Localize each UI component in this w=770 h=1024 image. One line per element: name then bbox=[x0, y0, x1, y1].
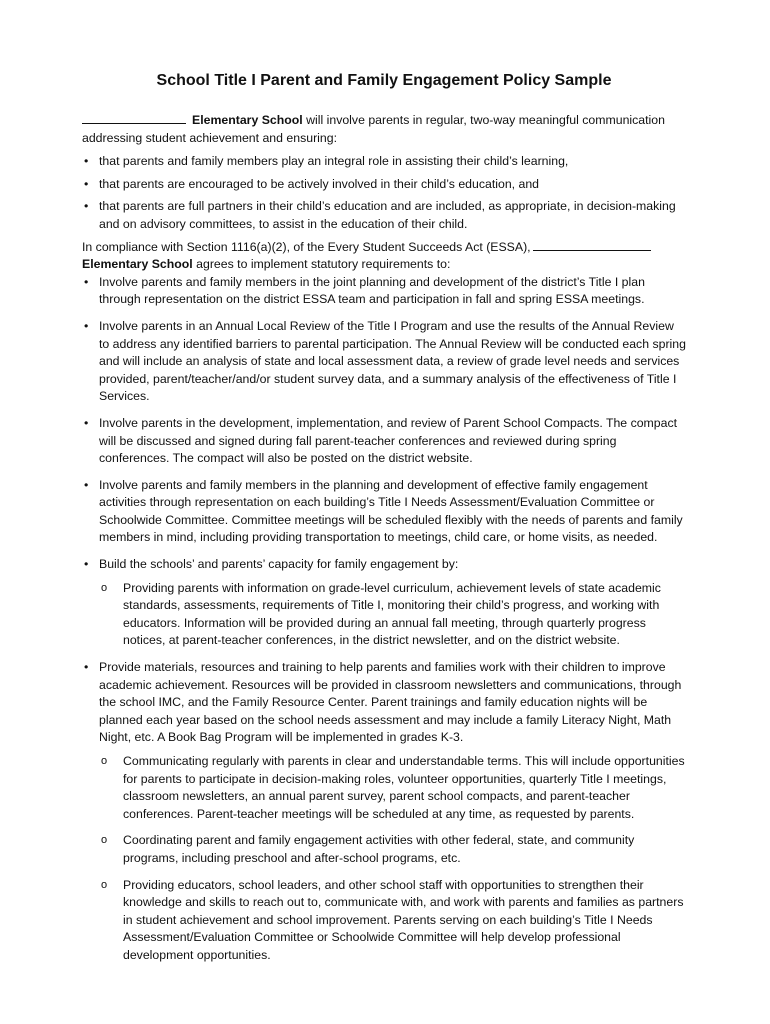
bullet-icon: • bbox=[84, 415, 89, 430]
sub-list-item bbox=[99, 580, 686, 650]
materials-sub-list bbox=[99, 753, 686, 965]
list-item bbox=[82, 176, 686, 194]
bullet-icon: • bbox=[84, 199, 89, 214]
sub-bullet-icon: o bbox=[101, 581, 108, 594]
school-name-blank[interactable] bbox=[82, 113, 186, 124]
sub-bullet-icon: o bbox=[101, 755, 108, 767]
list-item bbox=[82, 415, 686, 468]
compliance-paragraph bbox=[82, 239, 686, 274]
intro-school-name: Elementary School bbox=[192, 113, 303, 127]
list-item-text: that parents and family members play an integral role in assisting their child’s learning, bbox=[99, 154, 569, 169]
intro-text: will involve parents in regular, two-way meaningful communication addressing student achievement and ensuring: bbox=[82, 113, 665, 145]
compliance-school-name: Elementary School bbox=[82, 257, 193, 272]
compliance-text-after: agrees to implement statutory requirements to: bbox=[192, 257, 451, 272]
sub-bullet-icon: o bbox=[101, 834, 108, 847]
bullet-icon: • bbox=[84, 557, 89, 572]
list-item-text: Involve parents in an Annual Local Review of the Title I Program and use the results of the Annual Review to address any identified barriers to parental participation. The Annual Review will be conducted each spring and will include an analysis of state and local assessment data, a review of grade level needs and services provided, parent/teacher/and/or student survey data, and a summary analysis of the effectiveness of Title I Services. bbox=[99, 318, 686, 404]
list-item bbox=[82, 318, 686, 406]
sub-list-item-text: Coordinating parent and family engagement activities with other federal, state, and community programs, including preschool and after-school programs, etc. bbox=[123, 833, 635, 865]
list-item bbox=[82, 274, 686, 309]
capacity-sub-list bbox=[99, 580, 686, 650]
school-name-blank[interactable] bbox=[533, 240, 651, 251]
bullet-icon: • bbox=[84, 154, 89, 169]
list-item-text: Involve parents and family members in the planning and development of effective family engagement activities through representation on each building’s Title I Needs Assessment/Evaluation Committee or Schoolwide Committee. Committee meetings will be scheduled flexibly with the needs of parents and family members in mind, including providing transportation to meetings, child care, or home visits, as needed. bbox=[99, 477, 683, 545]
compliance-text: In compliance with Section 1116(a)(2), of the Every Student Succeeds Act (ESSA), bbox=[82, 239, 531, 254]
list-item-text: Build the schools’ and parents’ capacity for family engagement by: bbox=[99, 557, 459, 572]
bullet-icon: • bbox=[84, 660, 89, 675]
list-item bbox=[82, 477, 686, 547]
requirements-list bbox=[82, 274, 686, 965]
sub-list-item bbox=[99, 832, 686, 867]
bullet-icon: • bbox=[84, 176, 89, 191]
list-item bbox=[82, 153, 686, 171]
intro-bullet-list bbox=[82, 153, 686, 233]
list-item-text: Provide materials, resources and training to help parents and families work with their children to improve academic achievement. Resources will be provided in classroom newsletters and communications, through the school IMC, and the Family Resource Center. Parent trainings and family education nights will be planned each year based on the school needs assessment and may include a family Literacy Night, Math Night, etc. A Book Bag Program will be implemented in grades K-3. bbox=[99, 660, 682, 745]
list-item bbox=[82, 198, 686, 233]
list-item-text: Involve parents and family members in the joint planning and development of the district’s Title I plan through representation on the district ESSA team and participation in fall and spring ESSA meetings. bbox=[99, 274, 645, 307]
sub-list-item bbox=[99, 877, 686, 965]
list-item-text: that parents are full partners in their child’s education and are included, as appropriate, in decision-making and on advisory committees, to assist in the education of their child. bbox=[99, 199, 676, 231]
list-item-text: Involve parents in the development, implementation, and review of Parent School Compacts. The compact will be discussed and signed during fall parent-teacher conferences and reviewed during spring conferences. The compact will also be posted on the district website. bbox=[99, 415, 678, 466]
sub-list-item bbox=[99, 753, 686, 823]
intro-paragraph bbox=[82, 112, 686, 147]
sub-bullet-icon: o bbox=[101, 878, 108, 891]
list-item-text: that parents are encouraged to be actively involved in their child’s education, and bbox=[99, 176, 540, 191]
bullet-icon: • bbox=[84, 318, 89, 333]
bullet-icon: • bbox=[84, 477, 89, 492]
list-item bbox=[82, 659, 686, 965]
list-item bbox=[82, 556, 686, 650]
sub-list-item-text: Providing parents with information on grade-level curriculum, achievement levels of state academic standards, assessments, requirements of Title I, monitoring their child’s progress, and working with educators. Information will be provided during an annual fall meeting, through quarterly progress notices, at parent-teacher conferences, in the district newsletter, and on the district website. bbox=[123, 580, 661, 648]
sub-list-item-text: Providing educators, school leaders, and other school staff with opportunities to strengthen their knowledge and skills to reach out to, communicate with, and work with parents and families as partners in student achievement and school improvement. Parents serving on each building’s Title I Needs Assessment/Evaluation Committee or Schoolwide Committee will help develop professional development opportunities. bbox=[123, 877, 684, 962]
bullet-icon: • bbox=[84, 274, 89, 289]
document-title: School Title I Parent and Family Engagement Policy Sample bbox=[156, 72, 612, 89]
sub-list-item-text: Communicating regularly with parents in clear and understandable terms. This will include opportunities for parents to participate in decision-making roles, volunteer opportunities, quarterly Title I meetings, classroom newsletters, an annual parent survey, parent school compacts, and parent-teacher conferences. Parent-teacher meetings will be scheduled at any time, as requested by parents. bbox=[123, 754, 685, 821]
